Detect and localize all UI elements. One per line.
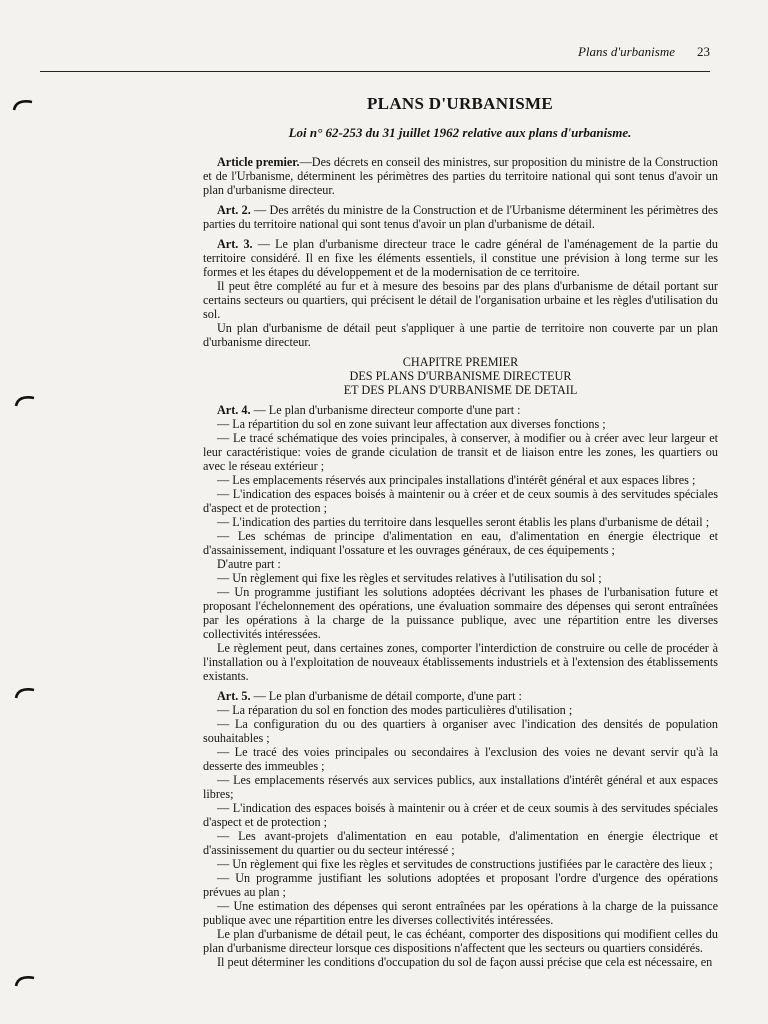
article-text: —Des décrets en conseil des ministres, sur proposition du ministre de la Construction et de l'Urbanisme, déterminent les périmètres des parties du territoire national qui sont tenus d'avoir un plan d'urbanisme directeur.: [203, 155, 718, 197]
list-item: — L'indication des espaces boisés à maintenir ou à créer et de ceux soumis à des servitudes spéciales d'aspect et de protection ;: [203, 801, 718, 829]
article-label: Art. 3.: [217, 237, 253, 251]
header-rule: [40, 71, 710, 72]
article-premier: [203, 155, 718, 197]
list-item: — La répartition du sol en zone suivant leur affectation aux diverses fonctions ;: [217, 417, 606, 431]
article-5: [203, 689, 718, 703]
article-4-closing: Le règlement peut, dans certaines zones, comporter l'interdiction de construire ou celle de procéder à l'installation ou à l'exploitation de nouveaux établissements industriels et à l'extension des établissements existants.: [203, 641, 718, 683]
article-label: Art. 5.: [217, 689, 251, 703]
list-item: — Les emplacements réservés aux services publics, aux installations d'intérêt général et aux espaces libres;: [203, 773, 718, 801]
list-item: — L'indication des parties du territoire dans lesquelles seront établis les plans d'urbanisme de détail ;: [217, 515, 710, 529]
list-item: — Les emplacements réservés aux principales installations d'intérêt général et aux espaces libres ;: [217, 473, 696, 487]
running-header: [40, 44, 710, 60]
list-item: — Une estimation des dépenses qui seront entraînées par les opérations à la charge de la puissance publique avec une répartition entre les diverses collectivités intéressées.: [203, 899, 718, 927]
list-item: — Les avant-projets d'alimentation en eau potable, d'alimentation en énergie électrique et d'assinissement du quartier ou du secteur intéressé ;: [203, 829, 718, 857]
chapter-heading-line: ET DES PLANS D'URBANISME DE DETAIL: [343, 383, 578, 397]
article-5-truncated-line: Il peut déterminer les conditions d'occupation du sol de façon aussi précise que cela est nécessaire, en: [217, 955, 713, 969]
running-title: Plans d'urbanisme: [577, 44, 675, 59]
list-item: — La configuration du ou des quartiers à organiser avec l'indication des densités de population souhaitables ;: [203, 717, 718, 745]
list-item: — Un programme justifiant les solutions adoptées et proposant l'ordre d'urgence des opérations prévues au plan ;: [203, 871, 718, 899]
other-part-label: D'autre part :: [217, 557, 281, 571]
article-3-paragraph: Un plan d'urbanisme de détail peut s'appliquer à une partie de territoire non couverte par un plan d'urbanisme directeur.: [203, 321, 718, 349]
chapter-heading-line: CHAPITRE PREMIER: [402, 355, 519, 369]
punch-hole-mark-icon: [14, 392, 36, 408]
article-text: — Des arrêtés du ministre de la Construction et de l'Urbanisme déterminent les périmètres des parties du territoire national qui sont tenus d'avoir un plan d'urbanisme de détail.: [203, 203, 718, 231]
law-subtitle: Loi n° 62-253 du 31 juillet 1962 relative aux plans d'urbanisme.: [288, 125, 632, 140]
list-item: — L'indication des espaces boisés à maintenir ou à créer et de ceux soumis à des servitudes spéciales d'aspect et de protection ;: [203, 487, 718, 515]
article-3: [203, 237, 718, 279]
article-4: [203, 403, 718, 417]
page-number: 23: [697, 44, 710, 59]
list-item: — Un règlement qui fixe les règles et servitudes de constructions justifiées par le caractère des lieux ;: [217, 857, 713, 871]
article-2: [203, 203, 718, 231]
punch-hole-mark-icon: [12, 96, 34, 112]
article-label: Art. 4.: [217, 403, 251, 417]
article-3-paragraph: Il peut être complété au fur et à mesure des besoins par des plans d'urbanisme de détail portant sur certains secteurs ou quartiers, qui précisent le détail de l'organisation urbaine et les règles d'utilisation du sol.: [203, 279, 718, 321]
list-item: — Le tracé des voies principales ou secondaires à l'exclusion des voies ne devant servir qu'à la desserte des immeubles ;: [203, 745, 718, 773]
punch-hole-mark-icon: [14, 972, 36, 988]
article-5-closing: Le plan d'urbanisme de détail peut, le cas échéant, comporter des dispositions qui modifient celles du plan d'urbanisme directeur lorsque ces dispositions n'affectent que les secteurs ou quartiers considérés.: [203, 927, 718, 955]
list-item: — La réparation du sol en fonction des modes particulières d'utilisation ;: [217, 703, 573, 717]
article-label: Article premier.: [217, 155, 300, 169]
article-label: Art. 2.: [217, 203, 251, 217]
list-item: — Le tracé schématique des voies principales, à conserver, à modifier ou à créer avec leur largeur et leur caractéristique: voies de grande ciculation de transit et de liaison entre les zones, les quartiers ou avec le réseau extérieur ;: [203, 431, 718, 473]
list-item: — Un programme justifiant les solutions adoptées décrivant les phases de l'urbanisation future et proposant l'échelonnement des opérations, une évaluation sommaire des dépenses qui seront entraînées par les opérations à la charge de la puissance publique, avec une répartition entre les diverses collectivités intéressées.: [203, 585, 718, 641]
chapter-heading-line: DES PLANS D'URBANISME DIRECTEUR: [349, 369, 572, 383]
page-title: PLANS D'URBANISME: [367, 94, 553, 113]
punch-hole-mark-icon: [14, 684, 36, 700]
list-item: — Un règlement qui fixe les règles et servitudes relatives à l'utilisation du sol ;: [217, 571, 602, 585]
list-item: — Les schémas de principe d'alimentation en eau, d'alimentation en énergie électrique et d'assainissement, indiquant l'ossature et les ouvrages généraux, de ces équipements ;: [203, 529, 718, 557]
article-text: — Le plan d'urbanisme de détail comporte, d'une part :: [250, 689, 522, 703]
article-text: — Le plan d'urbanisme directeur comporte d'une part :: [250, 403, 521, 417]
document-body: [203, 155, 718, 969]
article-text: — Le plan d'urbanisme directeur trace le cadre général de l'aménagement de la partie du territoire considéré. Il en fixe les éléments essentiels, il constitue une prévision à long terme sur les formes et les étapes du développement et de la modernisation de ce territoire.: [203, 237, 718, 279]
